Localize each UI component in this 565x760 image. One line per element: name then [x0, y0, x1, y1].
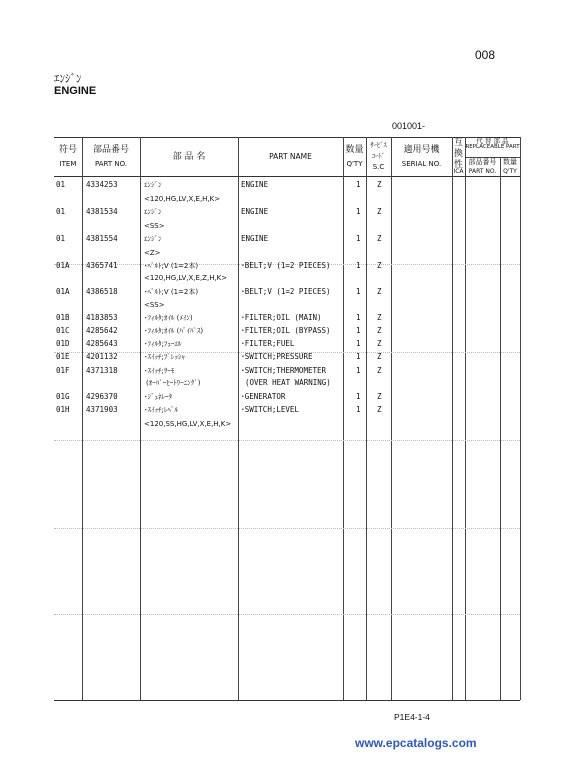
applicable-models: <120,SS,HG,LV,X,E,H,K> [144, 420, 232, 428]
item-code: 01 [56, 234, 66, 243]
part-name-en: ･SWITCH;PRESSURE [241, 352, 313, 361]
col-divider [465, 137, 466, 700]
part-name-en: ･FILTER;OIL (MAIN) [241, 313, 322, 322]
quantity: 1 [356, 339, 361, 348]
part-number: 4183853 [86, 313, 118, 322]
quantity: 1 [356, 326, 361, 335]
header-qty-en: Q'TY [346, 160, 363, 168]
part-name-ja: ･ﾍﾞﾙﾄ;V (1=2本) [144, 288, 199, 296]
header-qty-ja: 数量 [345, 145, 364, 155]
col-divider [238, 137, 239, 700]
header-serial-ja: 適用号機 [403, 145, 440, 155]
header-serial-en: SERIAL NO. [401, 160, 442, 168]
service-code: Z [377, 392, 382, 401]
col-divider [366, 137, 367, 700]
part-name-ja-note: (ｵｰﾊﾞｰﾋｰﾄﾜｰﾆﾝｸﾞ) [146, 379, 201, 387]
part-name-en: ･BELT;V (1=2 PIECES) [241, 261, 331, 270]
serial-range: 001001- [392, 121, 426, 131]
item-code: 01A [56, 287, 70, 296]
header-sc-en: S.C [372, 163, 385, 171]
applicable-models: <120,HG,LV,X,E,Z,H,K> [144, 274, 228, 282]
page-code: P1E4-1-4 [394, 712, 430, 722]
part-number: 4296370 [86, 392, 118, 401]
quantity: 1 [356, 392, 361, 401]
quantity: 1 [356, 313, 361, 322]
item-code: 01D [56, 339, 70, 348]
header-ica-ja: 互換性 [453, 138, 463, 170]
header-repl-qty-ja: 数量 [503, 158, 517, 166]
col-divider [343, 137, 344, 700]
header-repl-partno-en: PART NO. [468, 168, 497, 175]
service-code: Z [377, 261, 382, 270]
part-number: 4381554 [86, 234, 118, 243]
header-name-ja: 部 品 名 [172, 152, 206, 162]
header-repl-qty-en: Q'TY [503, 168, 517, 175]
header-item-en: ITEM [59, 160, 77, 168]
header-repl-partno-ja: 部品番号 [468, 158, 497, 166]
item-code: 01A [56, 261, 70, 270]
col-divider [452, 137, 453, 700]
part-name-ja: ･ﾌｨﾙﾀ;ｵｲﾙ (ﾊﾞｲﾊﾟｽ) [144, 327, 204, 335]
service-code: Z [377, 339, 382, 348]
col-divider [391, 137, 392, 700]
header-item-ja: 符号 [58, 145, 77, 155]
quantity: 1 [356, 352, 361, 361]
quantity: 1 [356, 234, 361, 243]
service-code: Z [377, 405, 382, 414]
item-code: 01C [56, 326, 70, 335]
part-name-ja: ･ﾌｨﾙﾀ;ﾌｭｰｴﾙ [144, 340, 182, 348]
item-code: 01B [56, 313, 70, 322]
row-separator [54, 440, 520, 441]
col-divider [520, 137, 521, 700]
watermark-link[interactable]: www.epcatalogs.com [355, 736, 477, 750]
part-number: 4371903 [86, 405, 118, 414]
part-name-en: ENGINE [241, 180, 269, 189]
row-separator [54, 614, 520, 615]
applicable-models: <SS> [144, 301, 165, 309]
service-code: Z [377, 234, 382, 243]
part-number: 4386518 [86, 287, 118, 296]
service-code: Z [377, 366, 382, 375]
table-bottom-border [54, 700, 520, 701]
applicable-models: <Z> [144, 249, 161, 257]
item-code: 01E [56, 352, 70, 361]
applicable-models: <SS> [144, 222, 165, 230]
service-code: Z [377, 287, 382, 296]
part-name-en: ･SWITCH;LEVEL [241, 405, 299, 414]
header-partno-ja: 部品番号 [92, 145, 129, 155]
part-name-en: ･FILTER;OIL (BYPASS) [241, 326, 331, 335]
service-code: Z [377, 352, 382, 361]
quantity: 1 [356, 366, 361, 375]
part-name-ja: ･ｽｲｯﾁ;ﾌﾟﾚｯｼｬ [144, 353, 185, 361]
part-name-ja: ｴﾝｼﾞﾝ [144, 181, 162, 189]
item-code: 01G [56, 392, 70, 401]
service-code: Z [377, 180, 382, 189]
item-code: 01F [56, 366, 70, 375]
part-number: 4365741 [86, 261, 118, 270]
part-name-en: ･SWITCH;THERMOMETER [241, 366, 327, 375]
quantity: 1 [356, 180, 361, 189]
quantity: 1 [356, 287, 361, 296]
col-divider [140, 137, 141, 700]
part-name-ja: ｴﾝｼﾞﾝ [144, 208, 162, 216]
section-title-english: ENGINE [54, 85, 97, 97]
part-number: 4285643 [86, 339, 118, 348]
header-sc-ja-2: ｺｰﾄﾞ [372, 152, 385, 160]
section-title-japanese: ｴﾝｼﾞﾝ [54, 72, 82, 85]
part-name-en-note: (OVER HEAT WARNING) [245, 378, 331, 387]
service-code: Z [377, 313, 382, 322]
quantity: 1 [356, 207, 361, 216]
part-name-ja: ･ﾍﾞﾙﾄ;V (1=2本) [144, 262, 199, 270]
part-name-ja: ･ｽｲｯﾁ;ｻｰﾓ [144, 367, 175, 375]
header-replaceable-en: REPLACEABLE PART [465, 144, 520, 150]
part-number: 4334253 [86, 180, 118, 189]
part-name-en: ･GENERATOR [241, 392, 286, 401]
part-number: 4201132 [86, 352, 118, 361]
header-partno-en: PART NO. [94, 160, 128, 168]
part-number: 4285642 [86, 326, 118, 335]
service-code: Z [377, 326, 382, 335]
header-ica-en: ICA [453, 168, 464, 175]
part-name-ja: ･ｽｲｯﾁ;ﾚﾍﾞﾙ [144, 406, 178, 414]
part-name-en: ･BELT;V (1=2 PIECES) [241, 287, 331, 296]
part-name-ja: ｴﾝｼﾞﾝ [144, 235, 162, 243]
part-name-ja: ･ﾌｨﾙﾀ;ｵｲﾙ (ﾒｲﾝ) [144, 314, 193, 322]
header-sc-ja-1: ｻｰﾋﾞｽ [370, 141, 387, 149]
part-number: 4371318 [86, 366, 118, 375]
row-separator [54, 528, 520, 529]
applicable-models: <120,HG,LV,X,E,H,K> [144, 195, 221, 203]
header-replaceable-ja: 代 替 部 品 [476, 137, 509, 145]
part-name-en: ENGINE [241, 207, 269, 216]
col-divider [82, 137, 83, 700]
item-code: 01 [56, 180, 66, 189]
quantity: 1 [356, 405, 361, 414]
item-code: 01 [56, 207, 66, 216]
part-name-ja: ･ｼﾞｪﾈﾚｰﾀ [144, 393, 172, 401]
item-code: 01H [56, 405, 70, 414]
col-divider [500, 157, 501, 700]
table-top-border [54, 137, 520, 138]
header-name-en: PART NAME [269, 152, 312, 161]
part-number: 4381534 [86, 207, 118, 216]
part-name-en: ENGINE [241, 234, 269, 243]
service-code: Z [377, 207, 382, 216]
table-header-border [54, 176, 520, 177]
quantity: 1 [356, 261, 361, 270]
part-name-en: ･FILTER;FUEL [241, 339, 295, 348]
page-number: 008 [475, 48, 496, 62]
